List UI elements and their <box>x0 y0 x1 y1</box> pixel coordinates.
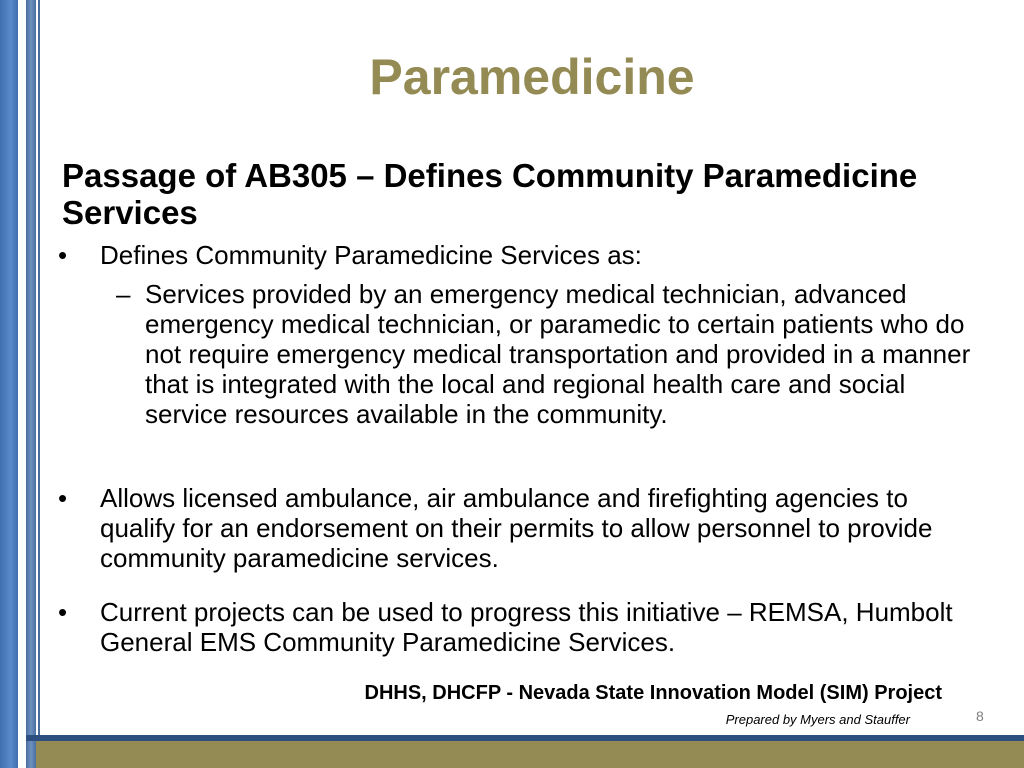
section-heading: Passage of AB305 – Defines Community Paramedicine Services <box>62 157 918 231</box>
bullet-text-3: Current projects can be used to progress this initiative – REMSA, Humbolt General EMS Community Paramedicine Services. <box>100 597 953 657</box>
left-decorative-gap <box>18 0 26 768</box>
footer-prepared-by: Prepared by Myers and Stauffer <box>725 712 910 727</box>
footer-project-name: DHHS, DHCFP - Nevada State Innovation Model (SIM) Project <box>364 682 942 704</box>
sub-bullet-text: Services provided by an emergency medical technician, advanced emergency medical technician, or paramedic to certain patients who do not require emergency medical transportation and provided in a manner that is integrated with the local and regional health care and social service resources available in the community. <box>145 279 971 429</box>
left-decorative-line <box>38 0 40 738</box>
dash-icon: – <box>116 279 131 309</box>
left-decorative-bar-outer <box>0 0 18 768</box>
bullet-icon: • <box>58 597 68 627</box>
bottom-decorative-bar-olive <box>36 741 1024 768</box>
page-number: 8 <box>976 708 984 724</box>
left-decorative-bar-inner <box>26 0 36 768</box>
slide-title: Paramedicine <box>369 49 695 105</box>
bullet-icon: • <box>58 483 68 513</box>
bullet-text-1: Defines Community Paramedicine Services as: <box>100 240 642 270</box>
bullet-icon: • <box>58 240 68 270</box>
bullet-text-2: Allows licensed ambulance, air ambulance and firefighting agencies to qualify for an endorsement on their permits to allow personnel to provide community paramedicine services. <box>100 483 933 573</box>
